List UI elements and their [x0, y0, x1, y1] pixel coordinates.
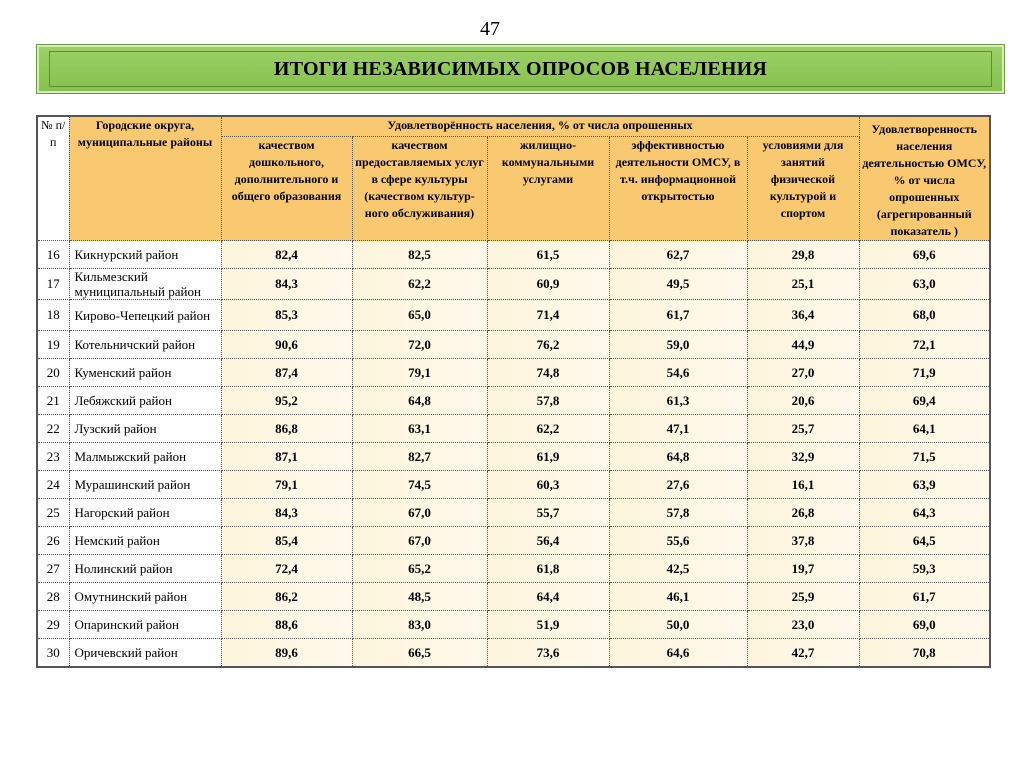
value-cell: 70,8 — [859, 639, 990, 668]
district-name: Оричевский район — [69, 639, 221, 668]
value-cell: 19,7 — [747, 555, 859, 583]
table-row — [37, 639, 990, 668]
value-cell: 74,5 — [352, 471, 487, 499]
header-num: № п/п — [37, 116, 69, 241]
table-row — [37, 499, 990, 527]
value-cell: 59,3 — [859, 555, 990, 583]
value-cell: 48,5 — [352, 583, 487, 611]
value-cell: 25,9 — [747, 583, 859, 611]
table-row — [37, 611, 990, 639]
value-cell: 60,3 — [487, 471, 609, 499]
value-cell: 29,8 — [747, 241, 859, 269]
value-cell: 72,4 — [221, 555, 352, 583]
value-cell: 51,9 — [487, 611, 609, 639]
district-name: Опаринский район — [69, 611, 221, 639]
value-cell: 62,7 — [609, 241, 747, 269]
table-row — [37, 387, 990, 415]
value-cell: 72,1 — [859, 331, 990, 359]
row-number: 22 — [37, 415, 69, 443]
row-number: 25 — [37, 499, 69, 527]
value-cell: 27,6 — [609, 471, 747, 499]
table-row — [37, 415, 990, 443]
value-cell: 55,6 — [609, 527, 747, 555]
value-cell: 25,7 — [747, 415, 859, 443]
district-name: Кильмезский муниципальный район — [69, 269, 221, 300]
value-cell: 57,8 — [487, 387, 609, 415]
value-cell: 76,2 — [487, 331, 609, 359]
value-cell: 50,0 — [609, 611, 747, 639]
district-name: Нолинский район — [69, 555, 221, 583]
value-cell: 61,9 — [487, 443, 609, 471]
value-cell: 67,0 — [352, 527, 487, 555]
value-cell: 55,7 — [487, 499, 609, 527]
value-cell: 54,6 — [609, 359, 747, 387]
district-name: Лузский район — [69, 415, 221, 443]
value-cell: 25,1 — [747, 269, 859, 300]
district-name: Лебяжский район — [69, 387, 221, 415]
district-name: Малмыжский район — [69, 443, 221, 471]
row-number: 18 — [37, 300, 69, 331]
value-cell: 20,6 — [747, 387, 859, 415]
row-number: 21 — [37, 387, 69, 415]
value-cell: 26,8 — [747, 499, 859, 527]
value-cell: 87,4 — [221, 359, 352, 387]
value-cell: 67,0 — [352, 499, 487, 527]
value-cell: 71,9 — [859, 359, 990, 387]
table-row — [37, 443, 990, 471]
district-name: Мурашинский район — [69, 471, 221, 499]
value-cell: 73,6 — [487, 639, 609, 668]
value-cell: 74,8 — [487, 359, 609, 387]
value-cell: 61,7 — [609, 300, 747, 331]
value-cell: 69,6 — [859, 241, 990, 269]
value-cell: 64,3 — [859, 499, 990, 527]
header-omsu-efficiency: эффективностью деятельности ОМСУ, в т.ч. информационной открытостью — [609, 136, 747, 240]
row-number: 24 — [37, 471, 69, 499]
value-cell: 82,5 — [352, 241, 487, 269]
value-cell: 87,1 — [221, 443, 352, 471]
district-name: Нагорский район — [69, 499, 221, 527]
district-name: Кикнурский район — [69, 241, 221, 269]
table-row — [37, 583, 990, 611]
value-cell: 64,4 — [487, 583, 609, 611]
value-cell: 47,1 — [609, 415, 747, 443]
value-cell: 61,5 — [487, 241, 609, 269]
value-cell: 42,7 — [747, 639, 859, 668]
survey-results-table — [36, 115, 991, 668]
table-row — [37, 331, 990, 359]
value-cell: 86,2 — [221, 583, 352, 611]
value-cell: 63,0 — [859, 269, 990, 300]
value-cell: 61,3 — [609, 387, 747, 415]
value-cell: 64,8 — [609, 443, 747, 471]
header-district: Городские округа, муниципальные районы — [69, 116, 221, 241]
value-cell: 85,3 — [221, 300, 352, 331]
value-cell: 63,1 — [352, 415, 487, 443]
district-name: Немский район — [69, 527, 221, 555]
row-number: 29 — [37, 611, 69, 639]
table-row — [37, 471, 990, 499]
value-cell: 44,9 — [747, 331, 859, 359]
value-cell: 69,0 — [859, 611, 990, 639]
header-housing: жилищно-коммунальными услугами — [487, 136, 609, 240]
value-cell: 90,6 — [221, 331, 352, 359]
value-cell: 85,4 — [221, 527, 352, 555]
value-cell: 57,8 — [609, 499, 747, 527]
value-cell: 89,6 — [221, 639, 352, 668]
value-cell: 84,3 — [221, 269, 352, 300]
value-cell: 27,0 — [747, 359, 859, 387]
value-cell: 83,0 — [352, 611, 487, 639]
value-cell: 68,0 — [859, 300, 990, 331]
table-row — [37, 241, 990, 269]
value-cell: 64,5 — [859, 527, 990, 555]
value-cell: 32,9 — [747, 443, 859, 471]
value-cell: 82,7 — [352, 443, 487, 471]
row-number: 20 — [37, 359, 69, 387]
value-cell: 61,8 — [487, 555, 609, 583]
value-cell: 49,5 — [609, 269, 747, 300]
table-row — [37, 527, 990, 555]
value-cell: 86,8 — [221, 415, 352, 443]
value-cell: 82,4 — [221, 241, 352, 269]
header-education: качеством дошкольного, дополнительного и общего образования — [221, 136, 352, 240]
page-number: 47 — [480, 18, 500, 40]
header-culture: качеством предоставляемых услуг в сфере культуры (качеством культур-ного обслуживания) — [352, 136, 487, 240]
value-cell: 62,2 — [487, 415, 609, 443]
value-cell: 56,4 — [487, 527, 609, 555]
value-cell: 65,0 — [352, 300, 487, 331]
district-name: Омутнинский район — [69, 583, 221, 611]
value-cell: 71,5 — [859, 443, 990, 471]
row-number: 23 — [37, 443, 69, 471]
value-cell: 16,1 — [747, 471, 859, 499]
district-name: Кирово-Чепецкий район — [69, 300, 221, 331]
value-cell: 66,5 — [352, 639, 487, 668]
value-cell: 64,8 — [352, 387, 487, 415]
row-number: 27 — [37, 555, 69, 583]
row-number: 16 — [37, 241, 69, 269]
table-row — [37, 269, 990, 300]
district-name: Котельничский район — [69, 331, 221, 359]
value-cell: 84,3 — [221, 499, 352, 527]
header-satisfaction-group: Удовлетворённость населения, % от числа опрошенных — [221, 116, 859, 136]
value-cell: 79,1 — [221, 471, 352, 499]
table-row — [37, 300, 990, 331]
value-cell: 72,0 — [352, 331, 487, 359]
value-cell: 61,7 — [859, 583, 990, 611]
value-cell: 37,8 — [747, 527, 859, 555]
value-cell: 60,9 — [487, 269, 609, 300]
value-cell: 71,4 — [487, 300, 609, 331]
district-name: Куменский район — [69, 359, 221, 387]
value-cell: 63,9 — [859, 471, 990, 499]
row-number: 19 — [37, 331, 69, 359]
value-cell: 69,4 — [859, 387, 990, 415]
value-cell: 62,2 — [352, 269, 487, 300]
value-cell: 79,1 — [352, 359, 487, 387]
value-cell: 64,1 — [859, 415, 990, 443]
table-row — [37, 555, 990, 583]
value-cell: 64,6 — [609, 639, 747, 668]
value-cell: 59,0 — [609, 331, 747, 359]
value-cell: 23,0 — [747, 611, 859, 639]
row-number: 28 — [37, 583, 69, 611]
page-title: ИТОГИ НЕЗАВИСИМЫХ ОПРОСОВ НАСЕЛЕНИЯ — [49, 51, 992, 87]
header-sport: условиями для занятий физической культурой и спортом — [747, 136, 859, 240]
row-number: 17 — [37, 269, 69, 300]
title-banner — [36, 44, 1005, 94]
value-cell: 95,2 — [221, 387, 352, 415]
value-cell: 65,2 — [352, 555, 487, 583]
row-number: 30 — [37, 639, 69, 668]
row-number: 26 — [37, 527, 69, 555]
value-cell: 88,6 — [221, 611, 352, 639]
header-aggregate: Удовлетворенность населения деятельностью ОМСУ, % от числа опрошенных (агрегированный показатель ) — [859, 116, 990, 241]
table-row — [37, 359, 990, 387]
value-cell: 36,4 — [747, 300, 859, 331]
value-cell: 42,5 — [609, 555, 747, 583]
value-cell: 46,1 — [609, 583, 747, 611]
